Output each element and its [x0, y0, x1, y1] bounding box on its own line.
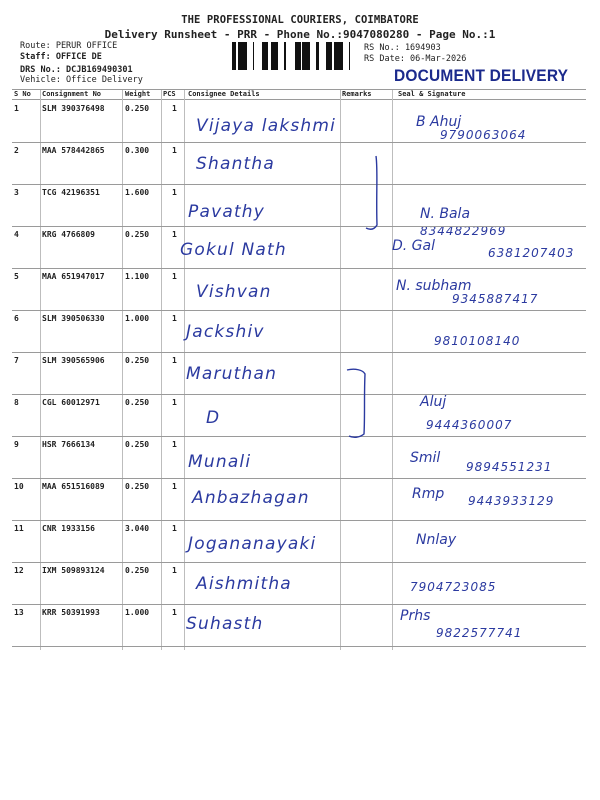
handwritten-consignee-name: Maruthan	[186, 364, 278, 384]
row-rule	[12, 520, 586, 521]
row-sno: 10	[14, 482, 24, 491]
row-pcs: 1	[172, 104, 177, 113]
rs-date: RS Date: 06-Mar-2026	[364, 54, 467, 64]
handwritten-consignee-name: D	[206, 408, 221, 428]
handwritten-consignee-name: Vishvan	[196, 282, 272, 302]
row-rule	[12, 184, 586, 185]
row-pcs: 1	[172, 146, 177, 155]
vehicle-label: Vehicle: Office Delivery	[20, 75, 143, 85]
col-header-remarks: Remarks	[342, 90, 372, 98]
handwritten-signature: Nnlay	[416, 532, 457, 548]
row-pcs: 1	[172, 398, 177, 407]
runsheet-title: Delivery Runsheet - PRR - Phone No.:9047080280 - Page No.:1	[104, 28, 496, 41]
handwritten-phone-number: 9822577741	[436, 626, 523, 640]
barcode-image	[232, 42, 358, 70]
row-pcs: 1	[172, 524, 177, 533]
row-pcs: 1	[172, 314, 177, 323]
row-sno: 5	[14, 272, 19, 281]
handwritten-consignee-name: Jackshiv	[186, 322, 265, 342]
handwritten-consignee-name: Aishmitha	[196, 574, 292, 594]
row-consignment-no: KRG 4766809	[42, 230, 95, 239]
staff-label: Staff: OFFICE DE	[20, 52, 102, 62]
handwritten-phone-number: 7904723085	[410, 580, 497, 594]
row-rule	[12, 562, 586, 563]
row-consignment-no: MAA 651516089	[42, 482, 105, 491]
row-weight: 0.250	[125, 440, 150, 449]
row-weight: 0.250	[125, 230, 150, 239]
row-sno: 3	[14, 188, 19, 197]
rs-number: RS No.: 1694903	[364, 43, 441, 53]
row-consignment-no: CNR 1933156	[42, 524, 95, 533]
handwritten-phone-number: 9345887417	[452, 292, 539, 306]
handwritten-phone-number: 9444360007	[426, 418, 513, 432]
row-weight: 0.300	[125, 146, 150, 155]
handwritten-consignee-name: Shantha	[196, 154, 276, 174]
col-header-weight: Weight	[125, 90, 151, 98]
row-weight: 3.040	[125, 524, 150, 533]
row-rule	[12, 436, 586, 437]
handwritten-signature: N. subham	[396, 278, 472, 294]
drs-number: DRS No.: DCJB169490301	[20, 65, 133, 75]
row-consignment-no: SLM 390376498	[42, 104, 105, 113]
row-consignment-no: SLM 390565906	[42, 356, 105, 365]
row-sno: 8	[14, 398, 19, 407]
row-pcs: 1	[172, 230, 177, 239]
row-weight: 0.250	[125, 104, 150, 113]
handwritten-phone-number: 9790063064	[440, 128, 527, 142]
handwritten-consignee-name: Anbazhagan	[192, 488, 310, 508]
row-consignment-no: HSR 7666134	[42, 440, 95, 449]
handwritten-phone-number: 9894551231	[466, 460, 553, 474]
row-weight: 0.250	[125, 482, 150, 491]
handwritten-signature: Rmp	[412, 486, 445, 502]
handwritten-signature: Prhs	[400, 608, 431, 624]
remark-bracket-2	[345, 366, 375, 446]
row-sno: 7	[14, 356, 19, 365]
row-consignment-no: MAA 651947017	[42, 272, 105, 281]
row-weight: 1.000	[125, 314, 150, 323]
col-divider	[340, 90, 341, 650]
col-divider	[392, 90, 393, 650]
row-sno: 13	[14, 608, 24, 617]
col-divider	[40, 90, 41, 650]
row-weight: 0.250	[125, 356, 150, 365]
row-weight: 1.000	[125, 608, 150, 617]
row-weight: 0.250	[125, 566, 150, 575]
row-consignment-no: MAA 578442865	[42, 146, 105, 155]
row-pcs: 1	[172, 272, 177, 281]
row-rule	[12, 478, 586, 479]
row-rule	[12, 226, 586, 227]
row-rule	[12, 646, 586, 647]
col-header-consignee: Consignee Details	[188, 90, 260, 98]
handwritten-signature: D. Gal	[392, 238, 435, 254]
handwritten-phone-number: 9443933129	[468, 494, 555, 508]
col-header-pcs: PCS	[163, 90, 176, 98]
col-header-sno: S No	[14, 90, 31, 98]
row-pcs: 1	[172, 608, 177, 617]
row-rule	[12, 394, 586, 395]
row-rule	[12, 268, 586, 269]
header-rule	[12, 99, 586, 100]
row-pcs: 1	[172, 188, 177, 197]
row-sno: 9	[14, 440, 19, 449]
row-sno: 12	[14, 566, 24, 575]
company-name: THE PROFESSIONAL COURIERS, COIMBATORE	[181, 14, 419, 26]
row-rule	[12, 352, 586, 353]
row-pcs: 1	[172, 482, 177, 491]
row-sno: 11	[14, 524, 24, 533]
row-pcs: 1	[172, 356, 177, 365]
row-sno: 2	[14, 146, 19, 155]
col-header-signature: Seal & Signature	[398, 90, 466, 98]
row-weight: 0.250	[125, 398, 150, 407]
col-divider	[122, 90, 123, 650]
row-consignment-no: CGL 60012971	[42, 398, 100, 407]
row-sno: 1	[14, 104, 19, 113]
row-rule	[12, 142, 586, 143]
row-sno: 4	[14, 230, 19, 239]
row-sno: 6	[14, 314, 19, 323]
handwritten-signature: B Ahuj	[416, 114, 462, 130]
row-rule	[12, 604, 586, 605]
handwritten-signature: N. Bala	[420, 206, 471, 222]
remark-bracket-1	[364, 150, 388, 235]
row-pcs: 1	[172, 440, 177, 449]
row-consignment-no: SLM 390506330	[42, 314, 105, 323]
handwritten-consignee-name: Gokul Nath	[180, 240, 287, 260]
row-weight: 1.600	[125, 188, 150, 197]
handwritten-phone-number: 9810108140	[434, 334, 521, 348]
row-consignment-no: IXM 509893124	[42, 566, 105, 575]
handwritten-consignee-name: Vijaya lakshmi	[196, 116, 337, 136]
document-delivery-badge: DOCUMENT DELIVERY	[394, 67, 569, 86]
col-divider	[184, 90, 185, 650]
col-header-consignment: Consignment No	[42, 90, 102, 98]
handwritten-consignee-name: Pavathy	[188, 202, 266, 222]
row-weight: 1.100	[125, 272, 150, 281]
handwritten-signature: Aluj	[420, 394, 447, 410]
route-label: Route: PERUR OFFICE	[20, 41, 118, 51]
row-pcs: 1	[172, 566, 177, 575]
row-consignment-no: KRR 50391993	[42, 608, 100, 617]
row-consignment-no: TCG 42196351	[42, 188, 100, 197]
handwritten-consignee-name: Suhasth	[186, 614, 264, 634]
col-divider	[161, 90, 162, 650]
handwritten-phone-number: 6381207403	[488, 246, 575, 260]
handwritten-signature: Smil	[410, 450, 441, 466]
handwritten-consignee-name: Jogananayaki	[188, 534, 317, 554]
handwritten-consignee-name: Munali	[188, 452, 252, 472]
handwritten-phone-number: 8344822969	[420, 224, 507, 238]
row-rule	[12, 310, 586, 311]
